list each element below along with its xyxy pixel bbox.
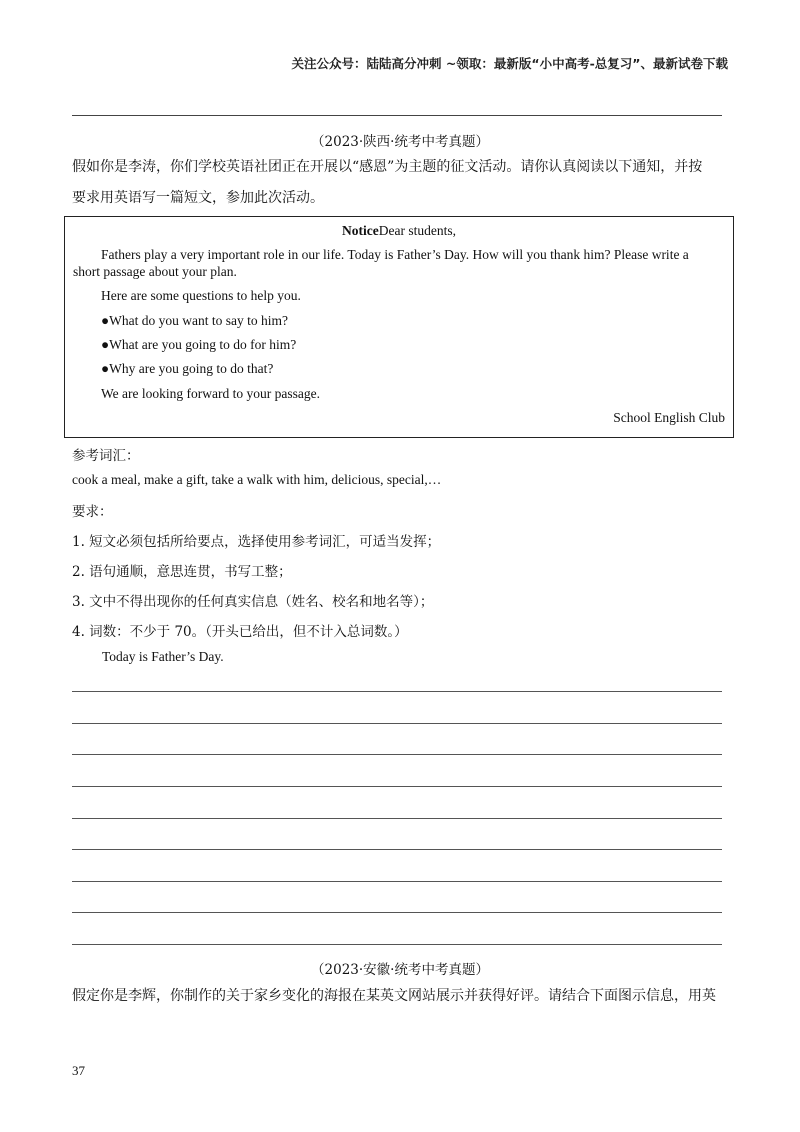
vocab-label: 参考词汇： xyxy=(72,448,140,464)
notice-signature: School English Club xyxy=(613,410,725,425)
requirement-item: 3. 文中不得出现你的任何真实信息（姓名、校名和地名等）； xyxy=(72,594,434,610)
vocab-list: cook a meal, make a gift, take a walk with him, delicious, special,… xyxy=(72,472,442,487)
page-number: 37 xyxy=(72,1063,85,1078)
intro-line-2: 要求用英语写一篇短文，参加此次活动。 xyxy=(72,190,324,206)
intro-line-1: 假定你是李辉，你制作的关于家乡变化的海报在某英文网站展示并获得好评。请结合下面图示信息，用英 xyxy=(72,988,716,1004)
notice-body-line-1: Fathers play a very important role in our life. Today is Father’s Day. How will you thank him? Please write a xyxy=(101,247,689,262)
notice-help: Here are some questions to help you. xyxy=(101,288,301,303)
notice-title: Notice xyxy=(342,223,379,238)
writing-line xyxy=(72,818,722,819)
notice-question: ●What do you want to say to him? xyxy=(101,313,288,328)
question-source: （2023·陕西·统考中考真题） xyxy=(311,134,489,150)
writing-line xyxy=(72,754,722,755)
requirement-item: 1. 短文必须包括所给要点，选择使用参考词汇，可适当发挥； xyxy=(72,534,441,550)
requirements-label: 要求： xyxy=(72,504,113,520)
writing-line xyxy=(72,849,722,850)
writing-line xyxy=(72,881,722,882)
requirement-item: 4. 词数：不少于 70。（开头已给出，但不计入总词数。） xyxy=(72,624,408,640)
intro-line-1: 假如你是李涛，你们学校英语社团正在开展以“感恩”为主题的征文活动。请你认真阅读以下通知，并按 xyxy=(72,159,703,175)
question-source: （2023·安徽·统考中考真题） xyxy=(311,962,489,978)
notice-question: ●What are you going to do for him? xyxy=(101,337,297,352)
header-divider xyxy=(72,115,722,116)
writing-line xyxy=(72,723,722,724)
writing-line xyxy=(72,912,722,913)
notice-greeting: Dear students, xyxy=(378,223,456,238)
requirement-item: 2. 语句通顺，意思连贯，书写工整； xyxy=(72,564,292,580)
writing-line xyxy=(72,691,722,692)
notice-body-line-2: short passage about your plan. xyxy=(73,264,237,279)
notice-heading xyxy=(65,223,733,239)
page-header: 关注公众号：陆陆高分冲刺 ~领取：最新版“小中高考-总复习”、最新试卷下载 xyxy=(291,56,728,71)
notice-closing: We are looking forward to your passage. xyxy=(101,386,320,401)
writing-line xyxy=(72,786,722,787)
notice-question: ●Why are you going to do that? xyxy=(101,361,274,376)
writing-line xyxy=(72,944,722,945)
notice-box xyxy=(64,216,734,438)
essay-opening: Today is Father’s Day. xyxy=(102,649,224,664)
